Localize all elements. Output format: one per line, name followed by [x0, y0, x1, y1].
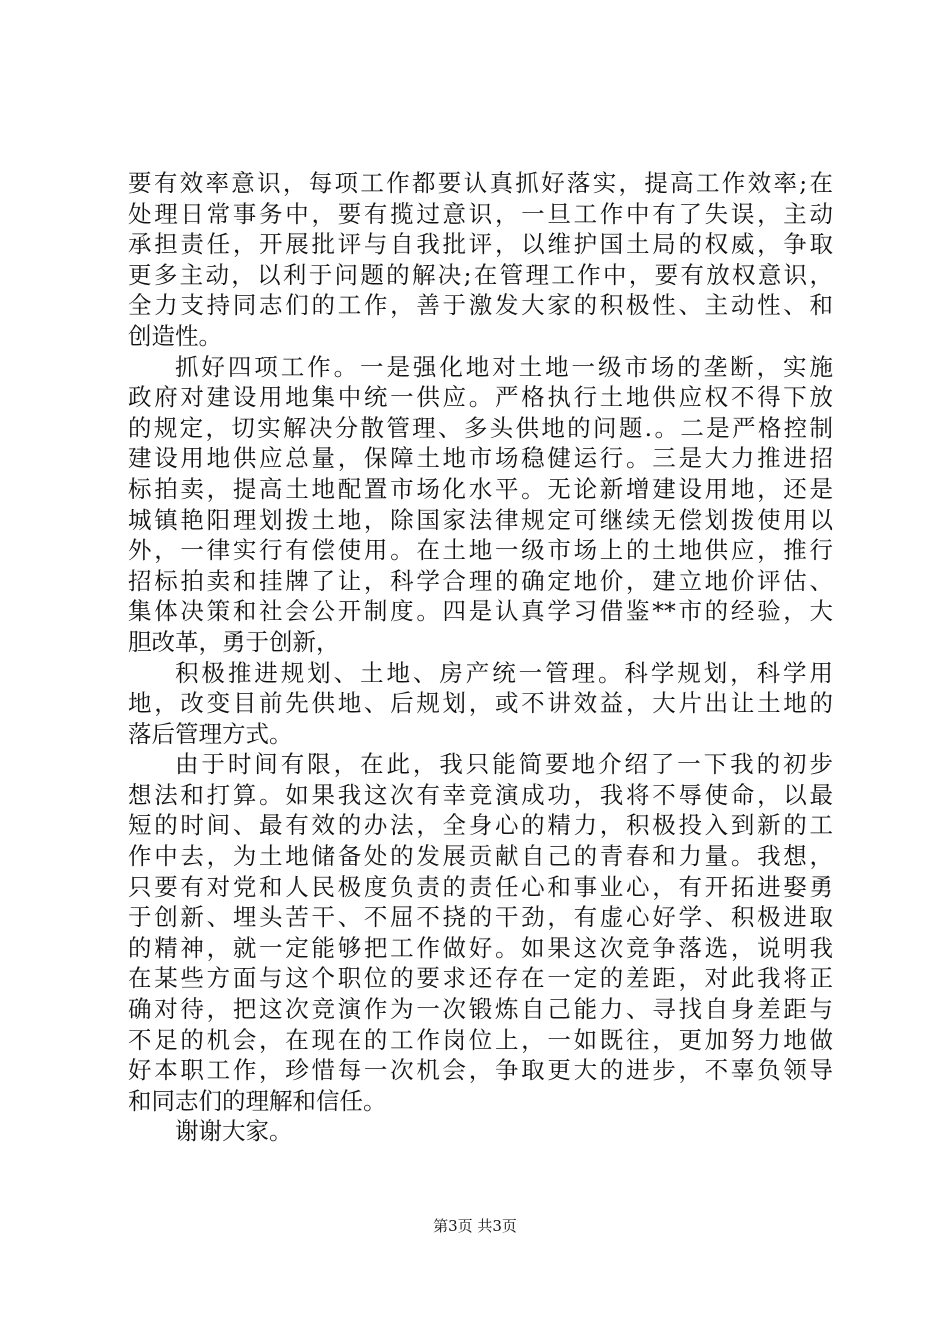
- text-line: 落后管理方式。: [128, 719, 293, 748]
- text-line: 创造性。: [128, 321, 222, 350]
- text-line: 在某些方面与这个职位的要求还存在一定的差距，对此我将正: [128, 964, 833, 993]
- text-line: 不足的机会，在现在的工作岗位上，一如既往，更加努力地做: [128, 1025, 833, 1054]
- text-line: 抓好四项工作。一是强化地对土地一级市场的垄断，实施: [175, 352, 833, 381]
- text-line: 承担责任，开展批评与自我批评，以维护国土局的权威，争取: [128, 230, 833, 259]
- text-line: 城镇艳阳理划拨土地，除国家法律规定可继续无偿划拨使用以: [128, 505, 833, 534]
- text-line: 更多主动，以利于问题的解决;在管理工作中，要有放权意识，: [128, 260, 833, 289]
- text-line: 建设用地供应总量，保障土地市场稳健运行。三是大力推进招: [128, 444, 833, 473]
- text-line: 的精神，就一定能够把工作做好。如果这次竞争落选，说明我: [128, 933, 833, 962]
- text-line: 集体决策和社会公开制度。四是认真学习借鉴**市的经验，大: [128, 597, 833, 626]
- text-line: 外，一律实行有偿使用。在土地一级市场上的土地供应，推行: [128, 536, 833, 565]
- text-line: 处理日常事务中，要有揽过意识，一旦工作中有了失误，主动: [128, 199, 833, 228]
- text-line: 的规定，切实解决分散管理、多头供地的问题.。二是严格控制: [128, 413, 833, 442]
- text-line: 地，改变目前先供地、后规划，或不讲效益，大片出让土地的: [128, 689, 833, 718]
- text-line: 要有效率意识，每项工作都要认真抓好落实，提高工作效率;在: [128, 169, 833, 197]
- text-line: 胆改革，勇于创新，: [128, 627, 340, 656]
- text-line: 由于时间有限，在此，我只能简要地介绍了一下我的初步: [175, 750, 833, 779]
- document-body: [128, 168, 833, 1147]
- text-line: 于创新、埋头苦干、不屈不挠的干劲，有虚心好学、积极进取: [128, 903, 833, 932]
- text-line: 标拍卖，提高土地配置市场化水平。无论新增建设用地，还是: [128, 474, 833, 503]
- page-footer: 第3页 共3页: [433, 1217, 517, 1235]
- text-line: 想法和打算。如果我这次有幸竞演成功，我将不辱使命，以最: [128, 780, 833, 809]
- text-line: 政府对建设用地集中统一供应。严格执行土地供应权不得下放: [128, 383, 833, 412]
- text-line: 积极推进规划、土地、房产统一管理。科学规划，科学用: [175, 658, 833, 687]
- text-line: 和同志们的理解和信任。: [128, 1086, 387, 1115]
- text-line: 确对待，把这次竞演作为一次锻炼自己能力、寻找自身差距与: [128, 995, 833, 1024]
- text-line: 全力支持同志们的工作，善于激发大家的积极性、主动性、和: [128, 291, 833, 320]
- text-line: 招标拍卖和挂牌了让，科学合理的确定地价，建立地价评估、: [128, 566, 833, 595]
- text-line: 短的时间、最有效的办法，全身心的精力，积极投入到新的工: [128, 811, 833, 840]
- text-line: 只要有对党和人民极度负责的责任心和事业心，有开拓进娶勇: [128, 872, 833, 901]
- text-line: 好本职工作，珍惜每一次机会，争取更大的进步，不辜负领导: [128, 1056, 833, 1085]
- text-line: 作中去，为土地储备处的发展贡献自己的青春和力量。我想，: [128, 842, 833, 871]
- text-line: 谢谢大家。: [175, 1117, 293, 1146]
